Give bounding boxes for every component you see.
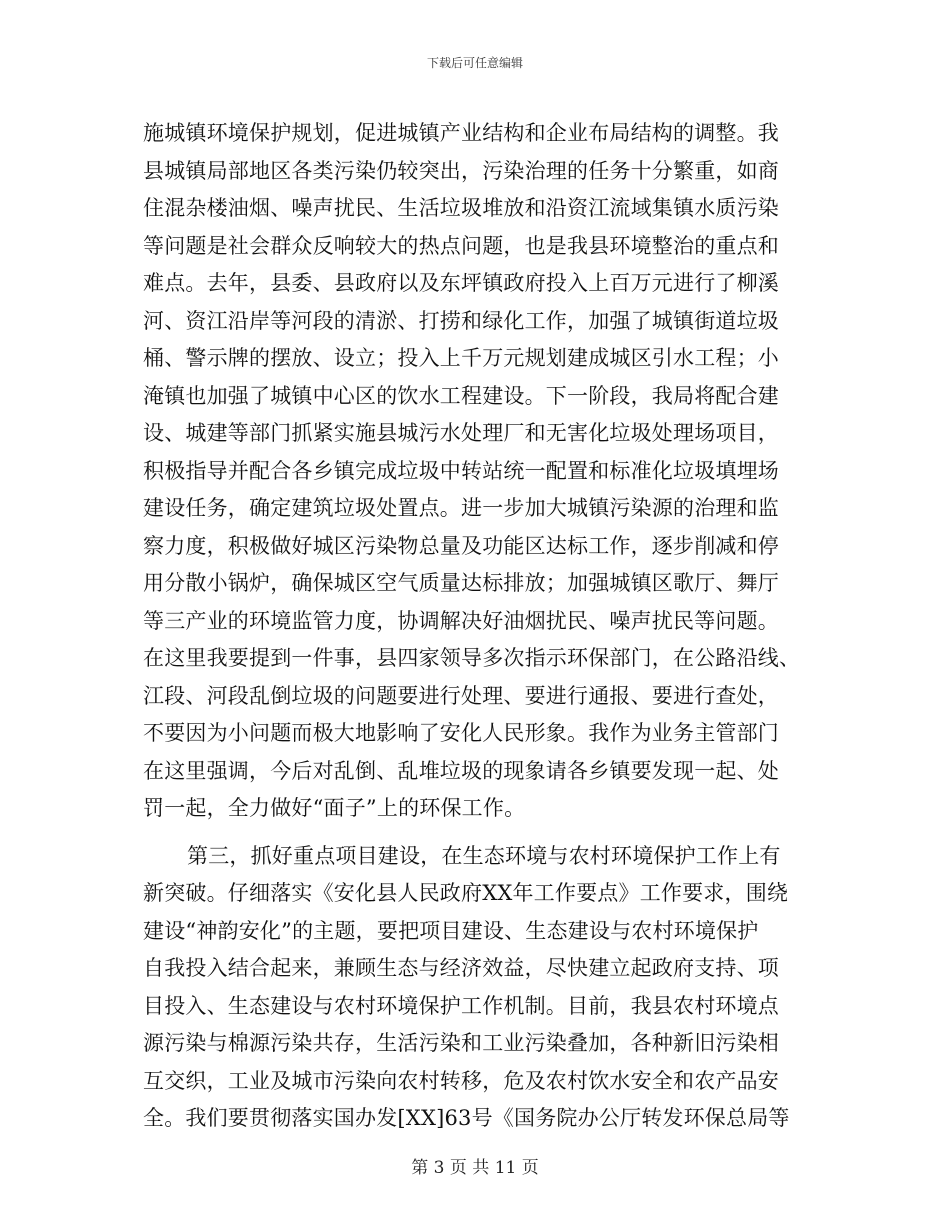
text-line: 江段、河段乱倒垃圾的问题要进行处理、要进行通报、要进行查处， (143, 683, 779, 708)
document-body (143, 115, 823, 1138)
text-line: 新突破。仔细落实《安化县人民政府XX年工作要点》工作要求，围绕 (143, 881, 789, 905)
text-line: 住混杂楼油烟、噪声扰民、生活垃圾堆放和沿资江流域集镇水质污染 (143, 196, 779, 220)
text-line: 县城镇局部地区各类污染仍较突出，污染治理的任务十分繁重，如商 (143, 158, 779, 183)
text-line: 罚一起，全力做好“面子”上的环保工作。 (143, 796, 526, 820)
text-line: 全。我们要贯彻落实国办发[XX]63号《国务院办公厅转发环保总局等 (143, 1106, 790, 1130)
paragraph-spacer (143, 828, 823, 838)
paragraph-1 (143, 115, 823, 828)
text-line: 桶、警示牌的摆放、设立；投入上千万元规划建成城区引水工程；小 (143, 346, 779, 370)
text-line: 建设“神韵安化”的主题，要把项目建设、生态建设与农村环境保护 (143, 918, 759, 943)
text-line: 第三，抓好重点项目建设，在生态环境与农村环境保护工作上有 (187, 843, 781, 868)
text-line: 目投入、生态建设与农村环境保护工作机制。目前，我县农村环境点 (143, 993, 779, 1018)
page-header: 下载后可任意编辑 (426, 56, 523, 70)
text-line: 河、资江沿岸等河段的清淤、打捞和绿化工作，加强了城镇街道垃圾 (143, 308, 779, 333)
text-line: 淹镇也加强了城镇中心区的饮水工程建设。下一阶段，我局将配合建 (143, 383, 779, 408)
text-line: 用分散小锅炉，确保城区空气质量达标排放；加强城镇区歌厅、舞厅 (143, 571, 779, 595)
text-line: 察力度，积极做好城区污染物总量及功能区达标工作，逐步削减和停 (143, 533, 779, 558)
paragraph-2 (143, 838, 823, 1138)
text-line: 源污染与棉源污染共存，生活污染和工业污染叠加，各种新旧污染相 (143, 1031, 779, 1055)
text-line: 等问题是社会群众反响较大的热点问题，也是我县环境整治的重点和 (143, 233, 779, 258)
text-line: 在这里强调，今后对乱倒、乱堆垃圾的现象请各乡镇要发现一起、处 (143, 758, 779, 783)
text-line: 建设任务，确定建筑垃圾处置点。进一步加大城镇污染源的治理和监 (143, 496, 779, 520)
text-line: 积极指导并配合各乡镇完成垃圾中转站统一配置和标准化垃圾填埋场 (143, 458, 779, 483)
text-line: 不要因为小问题而极大地影响了安化人民形象。我作为业务主管部门 (143, 721, 779, 745)
text-line: 等三产业的环境监管力度，协调解决好油烟扰民、噪声扰民等问题。 (143, 608, 779, 633)
text-line: 难点。去年，县委、县政府以及东坪镇政府投入上百万元进行了柳溪 (143, 271, 779, 295)
text-line: 设、城建等部门抓紧实施县城污水处理厂和无害化垃圾处理场项目， (143, 421, 779, 445)
text-line: 在这里我要提到一件事，县四家领导多次指示环保部门，在公路沿线、 (143, 646, 801, 670)
text-line: 自我投入结合起来，兼顾生态与经济效益，尽快建立起政府支持、项 (143, 956, 779, 980)
page-number-footer: 第 3 页 共 11 页 (411, 1158, 539, 1178)
text-line: 施城镇环境保护规划，促进城镇产业结构和企业布局结构的调整。我 (143, 121, 779, 145)
text-line: 互交织，工业及城市污染向农村转移，危及农村饮水安全和农产品安 (143, 1068, 779, 1093)
